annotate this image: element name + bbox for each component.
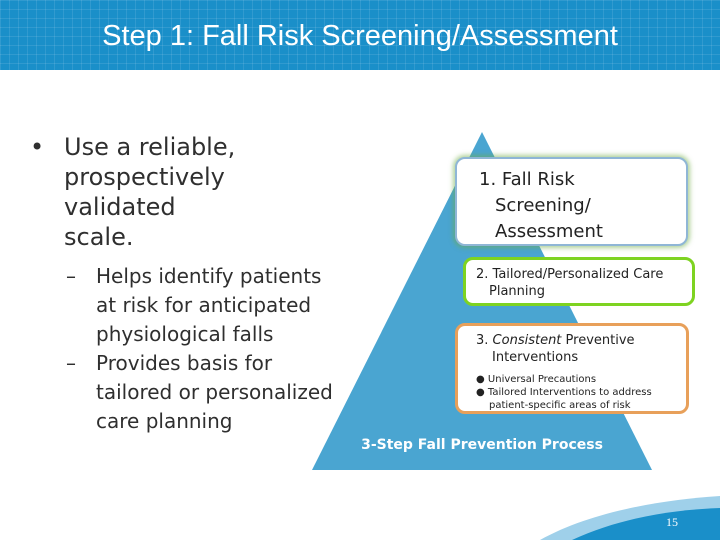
- sub-bullet-line: tailored or personalized: [96, 380, 333, 404]
- list-item: ● Tailored Interventions to address patient-specific areas of risk: [476, 387, 652, 411]
- list-item-text: patient-specific areas of risk: [489, 400, 631, 411]
- sub-bullet-line: Helps identify patients: [96, 264, 322, 288]
- sub-bullet-line: Provides basis for: [96, 351, 273, 375]
- step3-line: Preventive: [561, 333, 635, 348]
- step2-line: 2. Tailored/Personalized Care: [476, 267, 664, 282]
- step3-prefix: 3.: [476, 333, 493, 348]
- list-item: ● Universal Precautions: [476, 374, 597, 385]
- step1-line: Assessment: [495, 221, 603, 242]
- slide-title: Step 1: Fall Risk Screening/Assessment: [102, 20, 618, 52]
- bullet-line: Use a reliable,: [64, 133, 236, 161]
- step1-line: Screening/: [495, 195, 591, 216]
- step3-line: Interventions: [492, 350, 579, 365]
- bullet-line: prospectively validated: [64, 163, 225, 221]
- bullet-line: scale.: [64, 223, 134, 251]
- step1-line: 1. Fall Risk: [479, 169, 575, 190]
- step2-line: Planning: [489, 284, 545, 299]
- list-item-text: Universal Precautions: [487, 374, 597, 385]
- sub-bullet-line: at risk for anticipated: [96, 293, 312, 317]
- pyramid-caption: 3-Step Fall Prevention Process: [361, 437, 603, 453]
- page-number: 15: [666, 515, 678, 529]
- list-item-text: Tailored Interventions to address: [487, 387, 652, 398]
- sub-bullet-line: care planning: [96, 409, 233, 433]
- dash-icon: –: [66, 351, 76, 375]
- step3-emphasis: Consistent: [492, 333, 562, 348]
- bullet-dot-icon: •: [30, 133, 45, 161]
- dash-icon: –: [66, 264, 76, 288]
- sub-bullet-line: physiological falls: [96, 322, 274, 346]
